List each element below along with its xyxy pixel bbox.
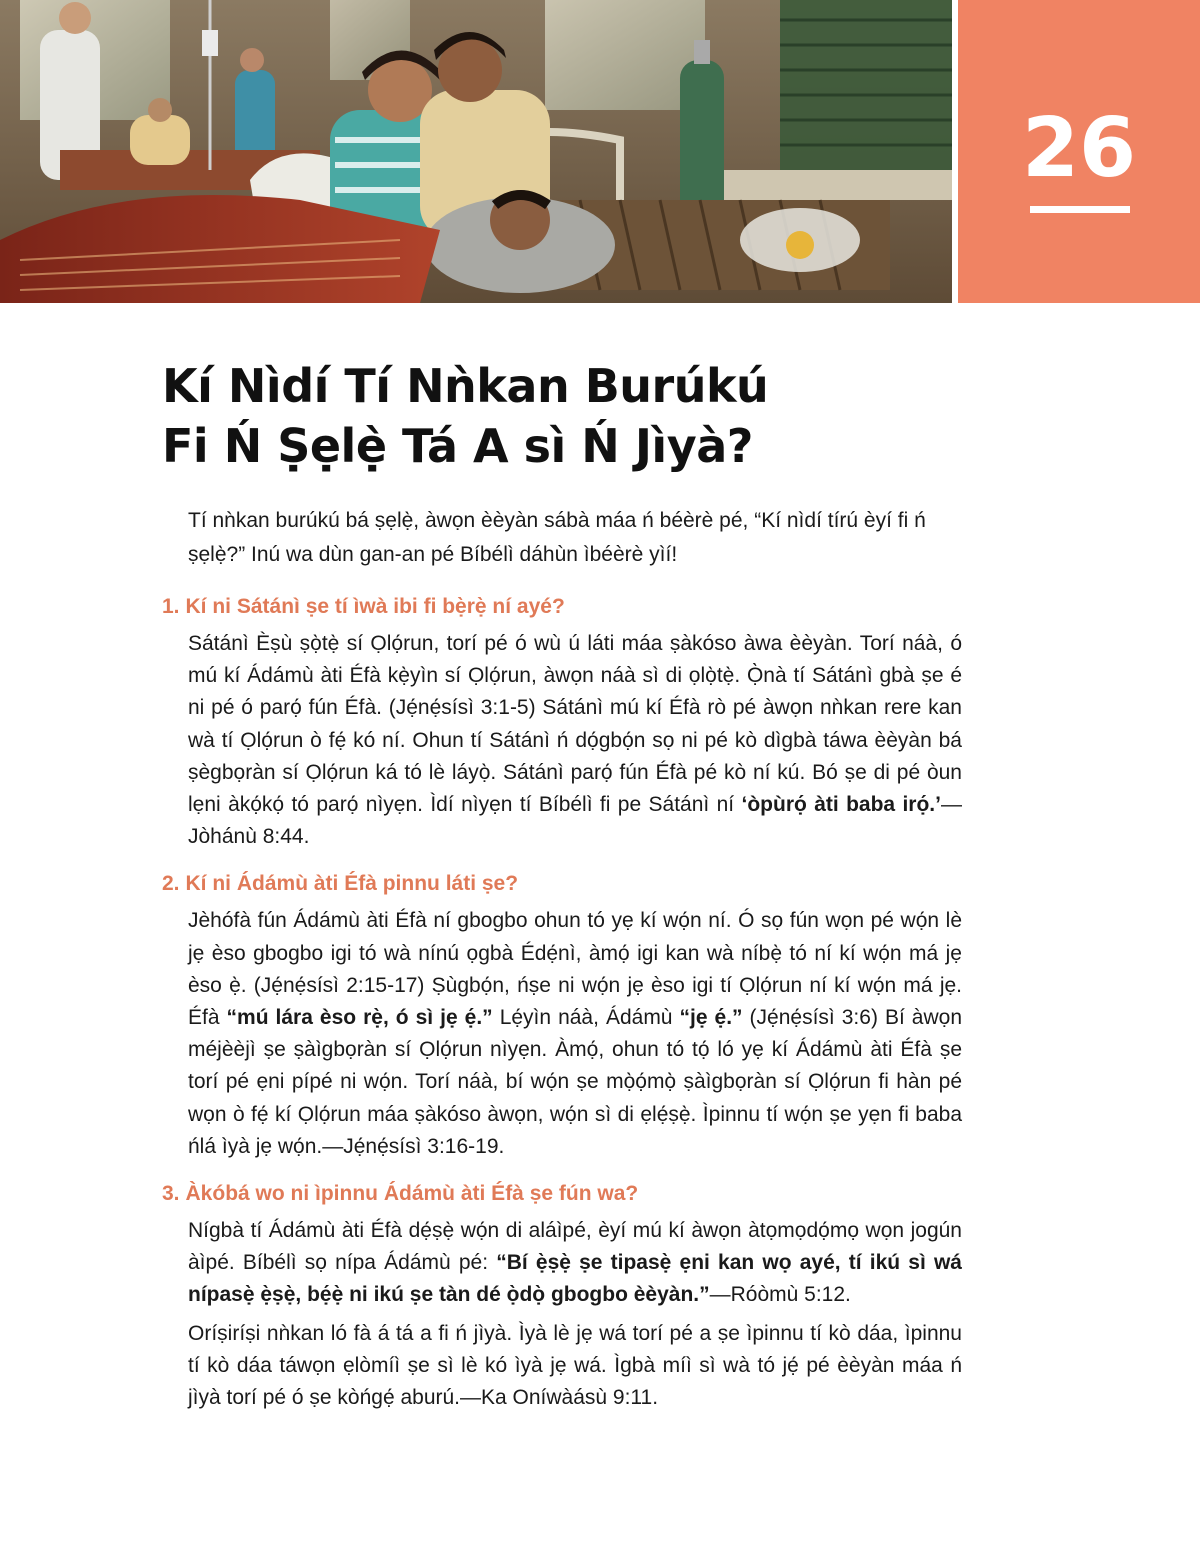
answer-paragraph (188, 1215, 962, 1312)
answer-paragraph (188, 628, 962, 853)
question-heading (162, 592, 962, 622)
answer-text: Nígbà tí Ádámù àti Éfà dẹ́ṣẹ̀ wọ́n di aláìpé, èyí mú kí àwọn àtọmọdọ́mọ wọn jogún àìpé. Bíbélì sọ nípa Ádámù pé: (188, 1219, 962, 1275)
hospital-scene-illustration (0, 0, 952, 303)
answer-paragraph: Oríṣiríṣi nǹkan ló fà á tá a fi ń jìyà. Ìyà lè jẹ wá torí pé a ṣe ìpinnu tí kò dáa, ìpinnu tí kò dáa táwọn ẹlòmíì ṣe sì lè kó ìyà jẹ wá. Ìgbà míì sì wà tó jẹ́ pé èèyàn máa ń jìyà torí pé ó ṣe kòńgẹ́ aburú.—Ka Oníwàásù 9:11. (188, 1321, 962, 1410)
lesson-title-line-1: Kí Nìdí Tí Nǹkan Burúkú (162, 359, 769, 413)
scripture-quote: “jẹ ẹ́.” (679, 1006, 743, 1030)
question-number: 1. (162, 595, 180, 618)
question-number: 3. (162, 1182, 180, 1206)
lesson-title (162, 356, 982, 476)
section-3 (162, 1179, 962, 1414)
scripture-reference: —Jòhánù 8:44. (188, 793, 962, 849)
lesson-body (162, 504, 962, 1430)
answer-text: Lẹ́yìn náà, Ádámù (492, 1006, 680, 1030)
answer-paragraph (188, 905, 962, 1163)
hero-photo (0, 0, 952, 303)
question-heading (162, 1179, 962, 1209)
scripture-reference: —Róòmù 5:12. (709, 1283, 851, 1307)
question-text: Kí ni Ádámù àti Éfà pinnu láti ṣe? (185, 872, 519, 896)
question-text: Àkóbá wo ni ìpinnu Ádámù àti Éfà ṣe fún wa? (185, 1182, 639, 1206)
question-heading (162, 869, 962, 899)
intro-paragraph: Tí nǹkan burúkú bá ṣẹlẹ̀, àwọn èèyàn sábà máa ń béèrè pé, “Kí nìdí tírú èyí fi ń ṣẹlẹ̀?” Inú wa dùn gan-an pé Bíbélì dáhùn ìbéèrè yìí! (188, 509, 926, 566)
section-1 (162, 592, 962, 853)
lesson-number-tab (958, 0, 1200, 303)
scripture-quote: “Bí ẹ̀ṣẹ̀ ṣe tipasẹ̀ ẹni kan wọ ayé, tí ikú sì wá nípasẹ̀ ẹ̀ṣẹ̀, bẹ́ẹ̀ ni ikú ṣe tàn dé ọ̀dọ̀ gbogbo èèyàn.” (188, 1251, 962, 1307)
scripture-quote: ‘òpùrọ́ àti baba irọ́.’ (741, 793, 941, 817)
lesson-number: 26 (1021, 101, 1137, 196)
question-number: 2. (162, 872, 180, 896)
lesson-number-underline (1030, 206, 1130, 213)
answer-text: (Jẹ́nẹ́sísì 3:6) Bí àwọn méjèèjì ṣe ṣàìgbọràn sí Ọlọ́run nìyẹn. Àmọ́, ohun tó tọ́ ló yẹ kí Ádámù àti Éfà ṣe torí pé ẹni pípé ni wọ́n. Torí náà, bí wọ́n ṣe mọ̀ọ́mọ̀ ṣàìgbọràn sí Ọlọ́run fi hàn pé wọn ò fẹ́ kí Ọlọ́run máa ṣàkóso àwọn, wọ́n sì di ẹlẹ́ṣẹ̀. Ìpinnu tí wọ́n ṣe yẹn fi baba ńlá ìyà jẹ wọ́n.—Jẹ́nẹ́sísì 3:16-19. (188, 1006, 962, 1158)
answer-text: Sátánì Èṣù ṣọ̀tẹ̀ sí Ọlọ́run, torí pé ó wù ú láti máa ṣàkóso àwa èèyàn. Torí náà, ó mú kí Ádámù àti Éfà kẹ̀yìn sí Ọlọ́run, àwọn náà sì di ọlọ̀tẹ̀. Ọ̀nà tí Sátánì gbà ṣe é ni pé ó parọ́ fún Éfà. (Jẹ́nẹ́sísì 3:1-5) Sátánì mú kí Éfà rò pé àwọn nǹkan rere kan wà tí Ọlọ́run ò fẹ́ kó ní. Ohun tí Sátánì ń dọ́gbọ́n sọ ni pé kò dìgbà táwa èèyàn bá ṣègbọràn sí Ọlọ́run ká tó lè láyọ̀. Sátánì parọ́ fún Éfà pé kò ní kú. Bó ṣe di pé òun lẹni àkọ́kọ́ tó parọ́ nìyẹn. Ìdí nìyẹn tí Bíbélì fi pe Sátánì ní (188, 632, 962, 817)
question-text: Kí ni Sátánì ṣe tí ìwà ibi fi bẹ̀rẹ̀ ní ayé? (185, 595, 565, 618)
section-2 (162, 869, 962, 1163)
lesson-title-line-2: Fi Ń Ṣẹlẹ̀ Tá A sì Ń Jìyà? (162, 419, 753, 473)
answer-text: Jèhófà fún Ádámù àti Éfà ní gbogbo ohun tó yẹ kí wọ́n ní. Ó sọ fún wọn pé wọ́n lè jẹ èso gbogbo igi tó wà nínú ọgbà Édẹ́nì, àmọ́ igi kan wà níbẹ̀ tó ní kí wọ́n má jẹ èso ẹ̀. (Jẹ́nẹ́sísì 2:15-17) Ṣùgbọ́n, ńṣe ni wọ́n jẹ èso igi tí Ọlọ́run ní kí wọ́n má jẹ. Éfà (188, 909, 962, 1030)
scripture-quote: “mú lára èso rẹ̀, ó sì jẹ ẹ́.” (226, 1006, 493, 1030)
